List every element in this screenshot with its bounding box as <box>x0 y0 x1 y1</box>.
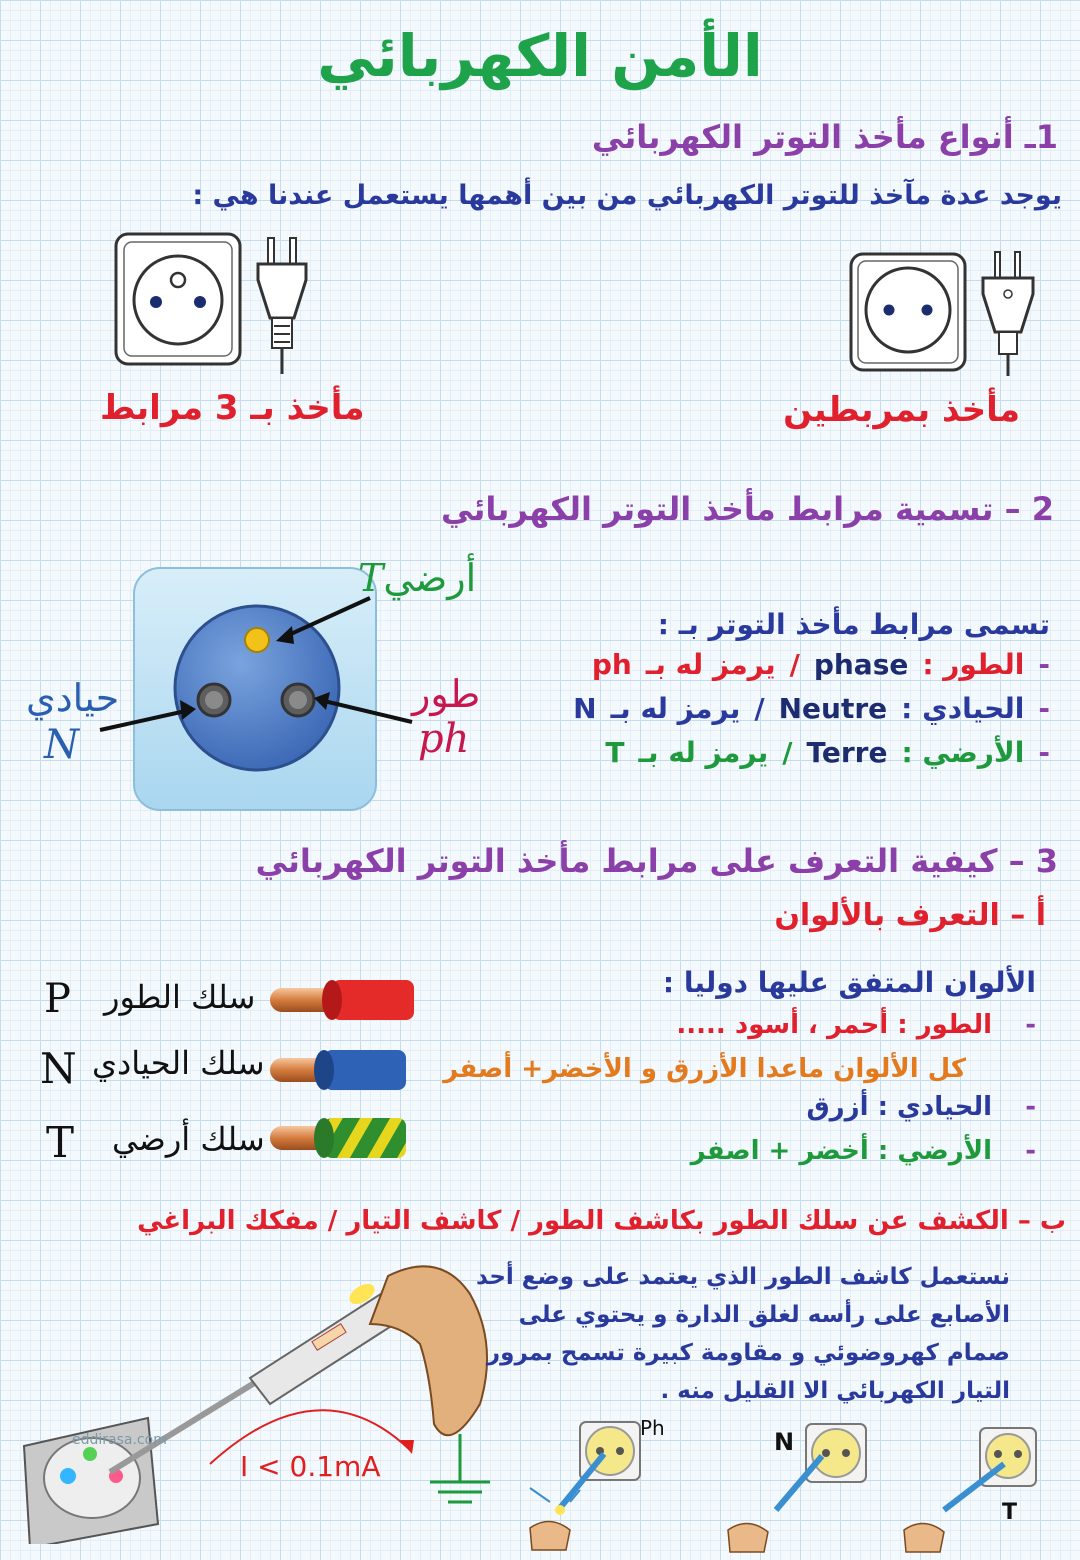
page-title: الأمن الكهربائي <box>317 22 763 90</box>
list-item <box>530 692 1050 736</box>
item-symbol: T <box>605 736 625 769</box>
colors-intro: الألوان المتفق عليها دوليا : <box>662 966 1036 999</box>
earth-wire-label: سلك أرضي <box>112 1120 265 1158</box>
earth-colors-text: الأرضي : أخضر + اصفر <box>690 1136 992 1166</box>
item-sep: / <box>789 648 800 681</box>
current-label: I < 0.1mA <box>240 1450 381 1483</box>
bullet: - <box>1038 692 1050 725</box>
phase-diagram-label: طور <box>412 672 481 716</box>
two-pin-socket-label: مأخذ بمربطين <box>783 390 1020 430</box>
mini-label-ph: Ph <box>640 1416 665 1440</box>
terminal-names-intro: تسمى مرابط مأخذ التوتر بـ : <box>657 608 1050 641</box>
item-symbol-text: يرمز له بـ <box>645 648 776 681</box>
neutral-wire-label: سلك الحيادي <box>92 1044 265 1082</box>
item-symbol: N <box>573 692 597 725</box>
phase-test <box>530 1422 640 1550</box>
phase-wire-letter: P <box>44 976 71 1022</box>
item-sep: / <box>754 692 765 725</box>
tester-text-line: نستعمل كاشف الطور الذي يعتمد على وضع أحد <box>476 1264 1010 1290</box>
item-french: Neutre <box>778 692 888 725</box>
section3b-heading: ب – الكشف عن سلك الطور بكاشف الطور / كاشف التيار / مفكك البراغي <box>137 1206 1066 1236</box>
list-item <box>530 736 1050 780</box>
bullet: - <box>1025 1092 1036 1122</box>
mini-label-t: T <box>1002 1500 1018 1525</box>
item-french: phase <box>813 648 909 681</box>
mini-label-n: N <box>774 1428 795 1456</box>
earth-label: أرضي <box>383 556 477 600</box>
tester-text-line: صمام كهروضوئي و مقاومة كبيرة تسمح بمرور <box>486 1340 1010 1366</box>
neutral-colors-text: الحيادي : أزرق <box>806 1092 992 1122</box>
phase-colors: - <box>1025 1010 1036 1040</box>
item-symbol-text: يرمز له بـ <box>638 736 769 769</box>
list-item <box>530 648 1050 692</box>
watermark: eddirasa.com <box>72 1432 167 1448</box>
tester-description <box>476 1264 1010 1416</box>
item-symbol-text: يرمز له بـ <box>610 692 741 725</box>
three-pin-socket-illustration <box>110 228 330 378</box>
section1-heading: 1ـ أنواع مأخذ التوتر الكهربائي <box>591 118 1058 156</box>
phase-diagram-symbol: ph <box>418 716 470 762</box>
section2-heading: 2 – تسمية مرابط مأخذ التوتر الكهربائي <box>440 490 1054 528</box>
item-arabic: الأرضي : <box>901 736 1025 769</box>
neutral-wire-letter: N <box>40 1044 77 1093</box>
two-pin-socket-illustration <box>845 248 1045 378</box>
neutral-diagram-symbol: N <box>44 722 79 768</box>
section1-intro: يوجد عدة مآخذ للتوتر الكهربائي من بين أهمها يستعمل عندنا هي : <box>192 180 1062 211</box>
phase-colors-row <box>1011 1010 1036 1040</box>
phase-colors-note: كل الألوان ماعدا الأزرق و الأخضر+ أصفر <box>443 1054 966 1084</box>
item-symbol: ph <box>591 648 632 681</box>
earth-diagram-label <box>358 556 476 600</box>
section3-heading: 3 – كيفية التعرف على مرابط مأخذ التوتر الكهربائي <box>255 842 1058 880</box>
item-arabic: الحيادي : <box>901 692 1025 725</box>
earth-symbol: T <box>358 556 384 600</box>
item-arabic: الطور : <box>922 648 1025 681</box>
section3a-heading: أ – التعرف بالألوان <box>774 898 1046 933</box>
phase-colors-text: الطور : أحمر ، أسود ..... <box>676 1010 992 1040</box>
bullet: - <box>1038 736 1050 769</box>
item-sep: / <box>782 736 793 769</box>
item-french: Terre <box>806 736 888 769</box>
bullet: - <box>1025 1136 1036 1166</box>
tester-socket-tests <box>520 1418 1070 1554</box>
phase-tester-illustration <box>20 1254 520 1544</box>
earth-test <box>904 1428 1036 1552</box>
wire-samples <box>262 976 422 1166</box>
neutral-test <box>728 1424 866 1552</box>
bullet: - <box>1038 648 1050 681</box>
tester-text-line: التيار الكهربائي الا القليل منه . <box>660 1378 1010 1404</box>
tester-text-line: الأصابع على رأسه لغلق الدارة و يحتوي على <box>518 1302 1010 1328</box>
three-pin-socket-label: مأخذ بـ 3 مرابط <box>100 388 365 428</box>
neutral-diagram-label: حيادي <box>26 676 120 720</box>
phase-wire-label: سلك الطور <box>104 978 256 1016</box>
earth-wire-letter: T <box>46 1118 75 1167</box>
terminal-names-list <box>530 648 1050 780</box>
